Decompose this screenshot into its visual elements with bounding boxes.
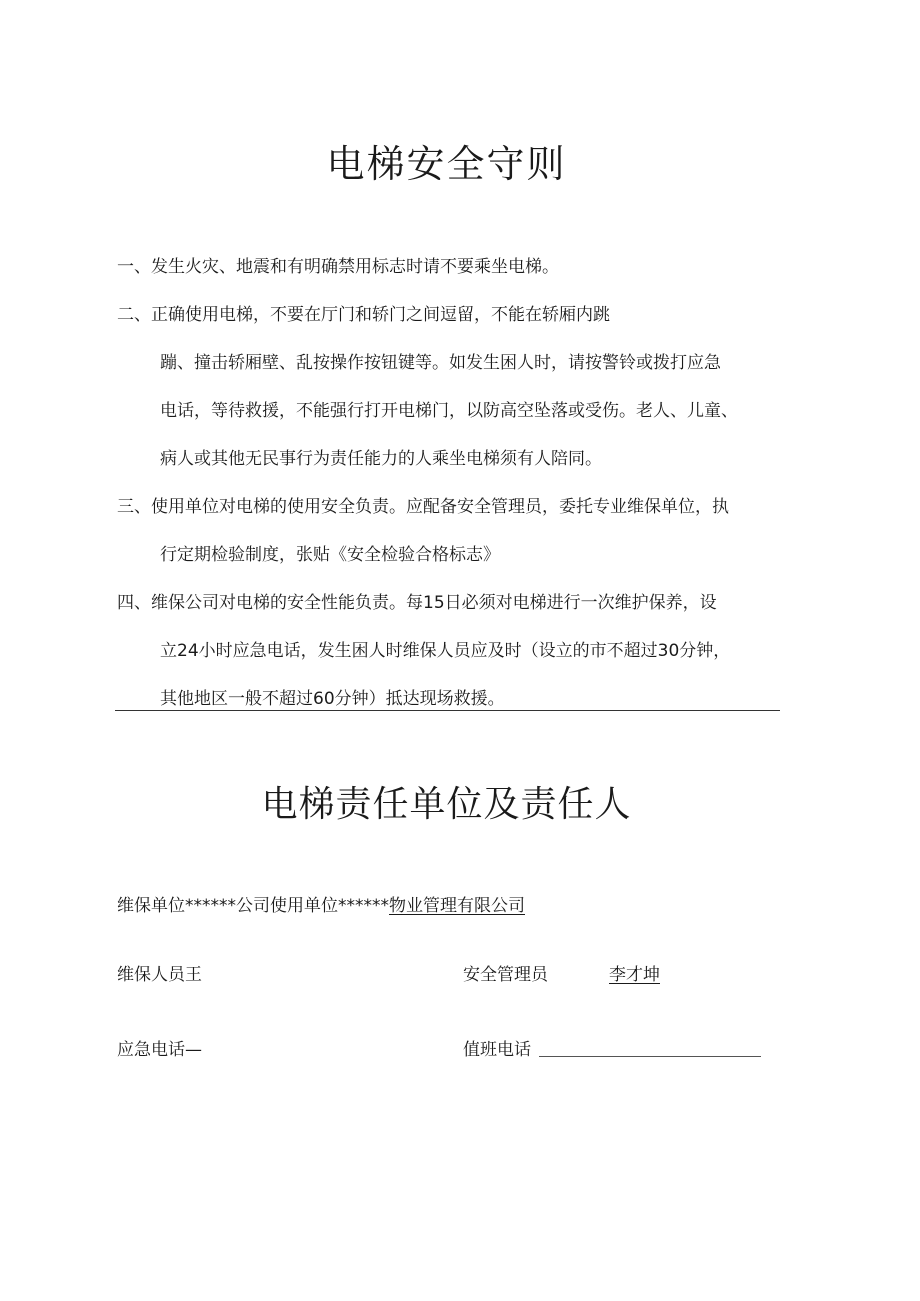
rule-3-line-1: 三、使用单位对电梯的使用安全负责。应配备安全管理员，委托专业维保单位，执: [117, 497, 729, 517]
responsibility-title: 电梯责任单位及责任人: [261, 784, 632, 825]
rule-2-line-1: 二、正确使用电梯，不要在厅门和轿门之间逗留，不能在轿厢内跳: [117, 305, 610, 325]
rule-4-prefix: 四、: [117, 593, 151, 613]
safety-manager-label: 安全管理员: [463, 965, 548, 985]
rule-2-line-4: 病人或其他无民事行为责任能力的人乘坐电梯须有人陪同。: [160, 449, 602, 469]
units-prefix: 维保单位******公司使用单位******: [117, 896, 389, 916]
rule-4-line-3: 其他地区一般不超过60分钟）抵达现场救援。: [160, 689, 505, 709]
duty-phone-blank: [539, 1040, 761, 1057]
rules-title: 电梯安全守则: [326, 142, 567, 186]
units-line: [117, 891, 525, 916]
emergency-phone: 应急电话—: [117, 1040, 202, 1060]
rule-2-prefix: 二、: [117, 305, 151, 325]
rule-3-prefix: 三、: [117, 497, 151, 517]
rule-2-line-3: 电话，等待救援，不能强行打开电梯门，以防高空坠落或受伤。老人、儿童、: [160, 401, 738, 421]
safety-manager-name: 李才坤: [609, 965, 660, 985]
maintenance-person: 维保人员王: [117, 965, 202, 985]
rule-1-line-1: 一、发生火灾、地震和有明确禁用标志时请不要乘坐电梯。: [117, 257, 559, 277]
section-divider: [115, 710, 780, 711]
duty-phone-label: 值班电话: [463, 1040, 531, 1060]
duty-phone-line: [463, 1035, 761, 1060]
rule-4-line-1: 四、维保公司对电梯的安全性能负责。每15日必须对电梯进行一次维护保养，设: [117, 593, 717, 613]
property-company-name: 物业管理有限公司: [389, 896, 525, 916]
rule-1-prefix: 一、: [117, 257, 151, 277]
rule-4-line-2: 立24小时应急电话，发生困人时维保人员应及时（设立的市不超过30分钟，: [160, 641, 731, 661]
rule-3-line-2: 行定期检验制度，张贴《安全检验合格标志》: [160, 545, 500, 565]
rule-2-line-2: 蹦、撞击轿厢壁、乱按操作按钮键等。如发生困人时，请按警铃或拨打应急: [160, 353, 721, 373]
